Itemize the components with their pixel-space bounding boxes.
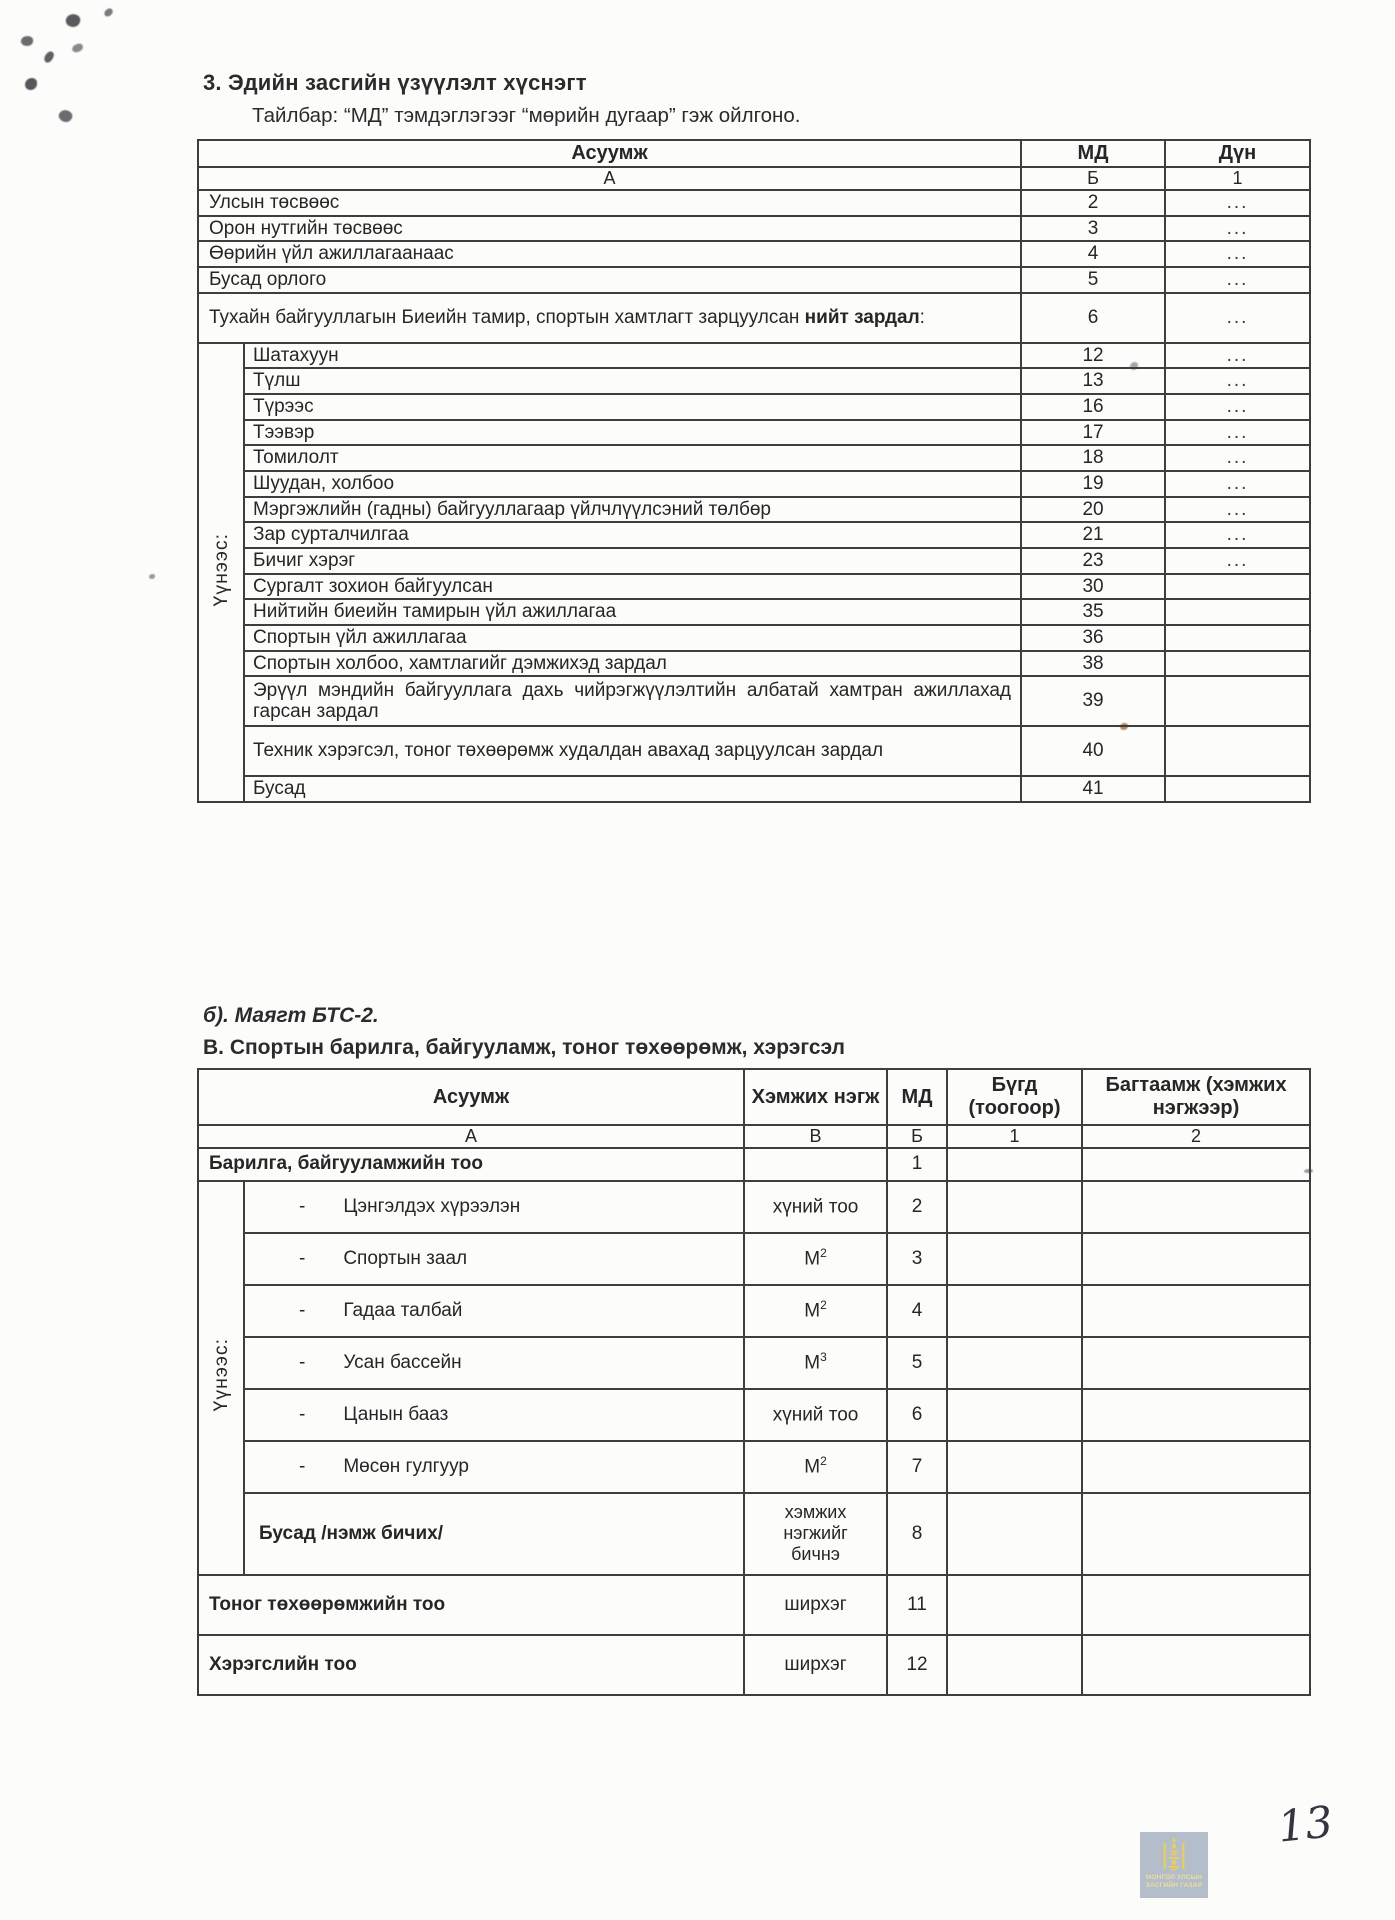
row-label-cell: Зар сурталчилгаа (244, 522, 1021, 548)
sport-facilities-table (197, 1068, 1311, 1696)
row-md-cell: 23 (1021, 548, 1165, 574)
row-total-cell (947, 1337, 1082, 1389)
row-unit-cell (744, 1337, 887, 1389)
table-row (198, 343, 1310, 369)
total-header-cell: Бүгд (тоогоор) (947, 1069, 1082, 1125)
table-row (198, 574, 1310, 600)
question-header-cell: Асуумж (198, 140, 1021, 167)
row-value-cell: ... (1165, 394, 1310, 420)
row-label-cell: Орон нутгийн төсвөөс (198, 216, 1021, 242)
row-value-cell (1165, 651, 1310, 677)
row-md-cell: 2 (887, 1181, 947, 1233)
row-md-cell: 40 (1021, 726, 1165, 776)
scan-speck (25, 78, 37, 90)
dash: - (299, 1247, 306, 1269)
row-capacity-cell (1082, 1181, 1310, 1233)
table-row (198, 548, 1310, 574)
row-label-cell: Бичиг хэрэг (244, 548, 1021, 574)
from-which-label: Үүнээс: (209, 1337, 232, 1412)
row-label-cell (198, 293, 1021, 343)
from-which-label: Үүнээс: (209, 532, 232, 607)
dash: - (299, 1403, 306, 1425)
economic-indicators-table (197, 139, 1311, 803)
row-label-cell: Шуудан, холбоо (244, 471, 1021, 497)
row-label-cell: Техник хэрэгсэл, тоног төхөөрөмж худалдан авахад зарцуулсан зардал (244, 726, 1021, 776)
row-value-cell: ... (1165, 445, 1310, 471)
row-unit-cell: ширхэг (744, 1635, 887, 1695)
page-title: 3. Эдийн засгийн үзүүлэлт хүснэгт (203, 70, 587, 95)
letter-cell: В (744, 1125, 887, 1148)
letter-cell: Б (1021, 167, 1165, 190)
row-value-cell: ... (1165, 497, 1310, 523)
row-label-cell: Бусад орлого (198, 267, 1021, 293)
row-label-cell: Түрээс (244, 394, 1021, 420)
row-label-cell: Бусад (244, 776, 1021, 802)
label-text: Тухайн байгууллагын Биеийн тамир, спортын хамтлагт зарцуулсан (209, 306, 805, 328)
row-value-cell: ... (1165, 522, 1310, 548)
label-text: : (919, 306, 925, 328)
table-row (198, 651, 1310, 677)
unit-superscript: 2 (820, 1454, 827, 1469)
md-header-cell: МД (887, 1069, 947, 1125)
row-capacity-cell (1082, 1337, 1310, 1389)
row-md-cell: 13 (1021, 368, 1165, 394)
row-md-cell: 6 (1021, 293, 1165, 343)
letter-cell: 1 (947, 1125, 1082, 1148)
row-label-cell: Тээвэр (244, 420, 1021, 446)
row-label-cell: Мэргэжлийн (гадны) байгууллагаар үйлчлүүлсэний төлбөр (244, 497, 1021, 523)
dash: - (299, 1351, 306, 1373)
row-md-cell: 18 (1021, 445, 1165, 471)
row-value-cell: ... (1165, 471, 1310, 497)
row-label-cell: Томилолт (244, 445, 1021, 471)
row-unit-cell (744, 1181, 887, 1233)
row-capacity-cell (1082, 1575, 1310, 1635)
row-value-cell (1165, 676, 1310, 726)
table-row (198, 599, 1310, 625)
unit-text: хэмжих нэгжийг бичнэ (783, 1501, 848, 1565)
soyombo-icon (1163, 1837, 1185, 1871)
row-value-cell: ... (1165, 216, 1310, 242)
table-row (198, 445, 1310, 471)
label-text: Цэнгэлдэх хүрээлэн (343, 1195, 521, 1217)
table-header-row (198, 140, 1310, 167)
table-row (198, 471, 1310, 497)
row-md-cell: 16 (1021, 394, 1165, 420)
label-text: Спортын заал (343, 1247, 468, 1269)
table-row (198, 1389, 1310, 1441)
table-row (198, 497, 1310, 523)
row-md-cell: 12 (887, 1635, 947, 1695)
table-row (198, 676, 1310, 726)
table-row-buildings (198, 1148, 1310, 1181)
scan-speck (71, 43, 84, 54)
row-unit-cell (744, 1389, 887, 1441)
row-total-cell (947, 1389, 1082, 1441)
letter-cell: А (198, 1125, 744, 1148)
row-value-cell (1165, 625, 1310, 651)
row-md-cell: 39 (1021, 676, 1165, 726)
row-md-cell: 11 (887, 1575, 947, 1635)
letter-cell: А (198, 167, 1021, 190)
row-md-cell: 8 (887, 1493, 947, 1575)
row-label-cell: Нийтийн биеийн тамирын үйл ажиллагаа (244, 599, 1021, 625)
label-text: Цанын бааз (343, 1403, 449, 1425)
table-row-equipment (198, 1575, 1310, 1635)
row-label-cell (244, 1389, 744, 1441)
row-label-cell: Түлш (244, 368, 1021, 394)
dash: - (299, 1455, 306, 1477)
logo-text (1146, 1874, 1203, 1891)
row-label-cell: Шатахуун (244, 343, 1021, 369)
table-row (198, 776, 1310, 802)
row-md-cell: 20 (1021, 497, 1165, 523)
row-value-cell: ... (1165, 241, 1310, 267)
table-row (198, 267, 1310, 293)
scan-speck (103, 7, 114, 18)
table-row (198, 1233, 1310, 1285)
row-unit-cell (744, 1441, 887, 1493)
scan-speck (20, 35, 34, 47)
table-row-total-expenses (198, 293, 1310, 343)
letter-cell: 2 (1082, 1125, 1310, 1148)
label-bold-text: нийт зардал (804, 306, 920, 328)
row-md-cell: 17 (1021, 420, 1165, 446)
table-header-row (198, 1069, 1310, 1125)
row-total-cell (947, 1233, 1082, 1285)
row-value-cell: ... (1165, 293, 1310, 343)
row-unit-cell (744, 1233, 887, 1285)
row-value-cell: ... (1165, 267, 1310, 293)
dash: - (299, 1195, 306, 1217)
unit-superscript: 2 (820, 1298, 827, 1313)
page-subtitle: Тайлбар: “МД” тэмдэглэгээг “мөрийн дугаар” гэж ойлгоно. (252, 104, 801, 127)
table-row (198, 726, 1310, 776)
row-md-cell: 38 (1021, 651, 1165, 677)
government-logo (1140, 1832, 1208, 1898)
row-label-cell: Сургалт зохион байгуулсан (244, 574, 1021, 600)
row-md-cell: 35 (1021, 599, 1165, 625)
row-md-cell: 19 (1021, 471, 1165, 497)
label-text: Гадаа талбай (343, 1299, 463, 1321)
row-total-cell (947, 1148, 1082, 1181)
from-which-vertical-label-cell (198, 343, 244, 802)
table-row (198, 394, 1310, 420)
row-md-cell: 30 (1021, 574, 1165, 600)
row-md-cell: 36 (1021, 625, 1165, 651)
row-label-cell (244, 1285, 744, 1337)
scan-speck (149, 574, 155, 579)
table-row (198, 625, 1310, 651)
row-md-cell: 6 (887, 1389, 947, 1441)
row-label-cell: Эрүүл мэндийн байгууллага дахь чийрэгжүүлэлтийн албатай хамтран ажиллахад гарсан зардал (244, 676, 1021, 726)
row-label-cell: Бусад /нэмж бичих/ (244, 1493, 744, 1575)
row-label-cell: Улсын төсвөөс (198, 190, 1021, 216)
row-value-cell: ... (1165, 343, 1310, 369)
unit-text: хүний тоо (772, 1404, 859, 1426)
label-text: Мөсөн гулгуур (343, 1455, 469, 1477)
row-unit-cell (744, 1148, 887, 1181)
row-total-cell (947, 1441, 1082, 1493)
row-md-cell: 4 (887, 1285, 947, 1337)
unit-text: М (804, 1352, 821, 1374)
row-value-cell (1165, 599, 1310, 625)
row-total-cell (947, 1493, 1082, 1575)
row-unit-cell (744, 1285, 887, 1337)
row-label-cell: Барилга, байгууламжийн тоо (198, 1148, 744, 1181)
form-caption: б). Маягт БТС-2. (203, 1004, 379, 1027)
row-label-cell: Спортын холбоо, хамтлагийг дэмжихэд зардал (244, 651, 1021, 677)
row-total-cell (947, 1635, 1082, 1695)
row-value-cell: ... (1165, 548, 1310, 574)
row-md-cell: 7 (887, 1441, 947, 1493)
row-label-cell (244, 1337, 744, 1389)
row-unit-cell (744, 1493, 887, 1575)
row-md-cell: 1 (887, 1148, 947, 1181)
column-letter-row (198, 167, 1310, 190)
row-value-cell: ... (1165, 368, 1310, 394)
row-md-cell: 3 (887, 1233, 947, 1285)
scan-speck (57, 107, 75, 124)
row-value-cell: ... (1165, 190, 1310, 216)
row-md-cell: 3 (1021, 216, 1165, 242)
row-md-cell: 12 (1021, 343, 1165, 369)
table-row (198, 1337, 1310, 1389)
section-title: В. Спортын барилга, байгууламж, тоног төхөөрөмж, хэрэгсэл (203, 1036, 845, 1059)
row-label-cell (244, 1441, 744, 1493)
row-unit-cell: ширхэг (744, 1575, 887, 1635)
row-md-cell: 21 (1021, 522, 1165, 548)
unit-superscript: 3 (820, 1350, 827, 1365)
unit-header-cell: Хэмжих нэгж (744, 1069, 887, 1125)
capacity-header-cell: Багтаамж (хэмжих нэгжээр) (1082, 1069, 1310, 1125)
letter-cell: 1 (1165, 167, 1310, 190)
logo-text-line2: ЗАСГИЙН ГАЗАР (1145, 1882, 1203, 1890)
table-row (198, 368, 1310, 394)
row-capacity-cell (1082, 1233, 1310, 1285)
row-label-cell: Хэрэгслийн тоо (198, 1635, 744, 1695)
page-number: 13 (1275, 1797, 1336, 1853)
value-header-cell: Дүн (1165, 140, 1310, 167)
row-md-cell: 2 (1021, 190, 1165, 216)
scan-speck (43, 50, 55, 64)
row-label-cell (244, 1181, 744, 1233)
row-total-cell (947, 1575, 1082, 1635)
row-total-cell (947, 1181, 1082, 1233)
table-row (198, 1441, 1310, 1493)
row-label-cell: Тоног төхөөрөмжийн тоо (198, 1575, 744, 1635)
row-capacity-cell (1082, 1285, 1310, 1337)
row-capacity-cell (1082, 1635, 1310, 1695)
md-header-cell: МД (1021, 140, 1165, 167)
row-capacity-cell (1082, 1148, 1310, 1181)
table-row (198, 241, 1310, 267)
question-header-cell: Асуумж (198, 1069, 744, 1125)
column-letter-row (198, 1125, 1310, 1148)
row-value-cell: ... (1165, 420, 1310, 446)
row-md-cell: 5 (887, 1337, 947, 1389)
unit-superscript: 2 (820, 1246, 827, 1261)
letter-cell: Б (887, 1125, 947, 1148)
table-row (198, 1181, 1310, 1233)
row-capacity-cell (1082, 1493, 1310, 1575)
unit-text: М (804, 1300, 821, 1322)
row-label-cell (244, 1233, 744, 1285)
row-value-cell (1165, 726, 1310, 776)
label-text: Усан бассейн (343, 1351, 462, 1373)
row-total-cell (947, 1285, 1082, 1337)
scan-speck (64, 12, 82, 29)
unit-text: хүний тоо (772, 1196, 859, 1218)
row-md-cell: 4 (1021, 241, 1165, 267)
unit-text: М (804, 1248, 821, 1270)
table-row (198, 1285, 1310, 1337)
table-row (198, 420, 1310, 446)
row-label-cell: Спортын үйл ажиллагаа (244, 625, 1021, 651)
row-label-cell: Өөрийн үйл ажиллагаанаас (198, 241, 1021, 267)
logo-text-line1: МОНГОЛ УЛСЫН (1145, 1874, 1203, 1881)
row-md-cell: 5 (1021, 267, 1165, 293)
row-md-cell: 41 (1021, 776, 1165, 802)
row-capacity-cell (1082, 1441, 1310, 1493)
table-row (198, 190, 1310, 216)
row-value-cell (1165, 574, 1310, 600)
from-which-vertical-label-cell (198, 1181, 244, 1575)
table-row-other (198, 1493, 1310, 1575)
row-value-cell (1165, 776, 1310, 802)
row-capacity-cell (1082, 1389, 1310, 1441)
table-row (198, 216, 1310, 242)
table-row (198, 522, 1310, 548)
unit-text: М (804, 1456, 821, 1478)
table-row-tools (198, 1635, 1310, 1695)
dash: - (299, 1299, 306, 1321)
